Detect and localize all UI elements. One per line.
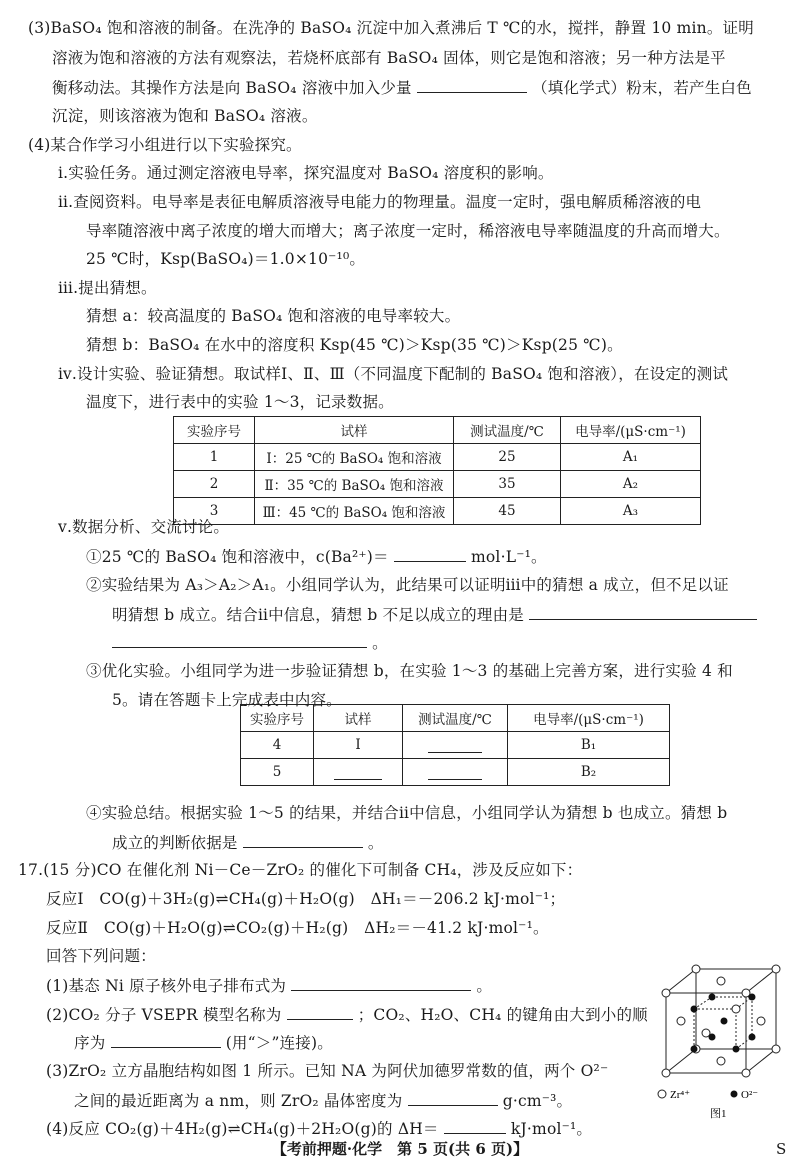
q17-part3-line2 (74, 1090, 572, 1111)
table-cell (314, 759, 403, 786)
page-footer: 【考前押题·化学 第 5 页(共 6 页)】 (271, 1140, 529, 1158)
zr-legend-icon (658, 1090, 666, 1098)
v4-line2 (112, 832, 384, 853)
table-header: 电导率/(μS·cm⁻¹) (561, 417, 701, 444)
q17-part1-text: (1)基态 Ni 原子核外电子排布式为 (46, 977, 287, 995)
q3-line3-suffix: （填化学式）粉末，若产生白色 (532, 79, 752, 97)
v3-line2: 5。请在答题卡上完成表中内容。 (112, 691, 342, 709)
q17-part4 (46, 1118, 592, 1139)
guess-b: 猜想 b：BaSO₄ 在水中的溶度积 Ksp(45 ℃)＞Ksp(35 ℃)＞Ksp(25 ℃)。 (86, 336, 623, 354)
v1-text: ①25 ℃的 BaSO₄ 饱和溶液中，c(Ba²⁺)＝ (86, 548, 389, 566)
q17-part4-text: (4)反应 CO₂(g)＋4H₂(g)⇌CH₄(g)＋2H₂O(g)的 ΔH＝ (46, 1120, 439, 1138)
temp-answer-blank[interactable] (428, 765, 482, 780)
o-legend-label: O²⁻ (741, 1089, 759, 1101)
v2-line2 (112, 604, 757, 625)
q4-step-v: ⅴ.数据分析、交流讨论。 (58, 518, 230, 536)
q3-answer-blank[interactable] (417, 77, 527, 93)
table-cell: 2 (174, 471, 255, 498)
q17-part4-blank[interactable] (444, 1118, 506, 1134)
table-header-row (174, 417, 701, 444)
q17-part3-blank[interactable] (408, 1090, 498, 1106)
q17-part2-line2 (74, 1032, 333, 1053)
guess-a: 猜想 a：较高温度的 BaSO₄ 饱和溶液的电导率较大。 (86, 307, 461, 325)
temp-answer-blank[interactable] (428, 738, 482, 753)
q17-part1-end: 。 (476, 977, 493, 995)
q4-step-iv-line1: ⅳ.设计实验、验证猜想。取试样Ⅰ、Ⅱ、Ⅲ（不同温度下配制的 BaSO₄ 饱和溶液），在设定的测试 (58, 365, 729, 383)
table-header: 试样 (314, 705, 403, 732)
q3-line3-text: 衡移动法。其操作方法是向 BaSO₄ 溶液中加入少量 (52, 79, 412, 97)
q3-line1: (3)BaSO₄ 饱和溶液的制备。在洗净的 BaSO₄ 沉淀中加入煮沸后 T ℃的水，搅拌，静置 10 min。证明 (28, 19, 754, 37)
q17-part2-text: (2)CO₂ 分子 VSEPR 模型名称为 (46, 1006, 282, 1024)
q4-step-iv-line2: 温度下，进行表中的实验 1～3，记录数据。 (86, 393, 394, 411)
q4-step-ii-line3: 25 ℃时，Ksp(BaSO₄)＝1.0×10⁻¹⁰。 (86, 250, 366, 268)
v2-answer-blank[interactable] (529, 604, 757, 620)
v3-line1: ③优化实验。小组同学为进一步验证猜想 b，在实验 1～3 的基础上完善方案，进行实验 4 和 (86, 662, 733, 680)
table-header: 测试温度/℃ (403, 705, 508, 732)
v1-line (86, 546, 547, 567)
reaction-2: 反应Ⅱ CO(g)＋H₂O(g)⇌CO₂(g)＋H₂(g) ΔH₂＝－41.2 kJ·mol⁻¹。 (46, 919, 549, 937)
q17-part3-text: 之间的最近距离为 a nm，则 ZrO₂ 晶体密度为 (74, 1092, 403, 1110)
table-cell (403, 759, 508, 786)
table-row (241, 732, 670, 759)
q3-line2: 溶液为饱和溶液的方法有观察法，若烧杯底部有 BaSO₄ 固体，则它是饱和溶液；另一种方法是平 (52, 49, 726, 67)
q3-line4: 沉淀，则该溶液为饱和 BaSO₄ 溶液。 (52, 107, 318, 125)
table-cell: 35 (454, 471, 561, 498)
q4-step-i: ⅰ.实验任务。通过测定溶液电导率，探究温度对 BaSO₄ 溶度积的影响。 (58, 164, 554, 182)
table-cell: 5 (241, 759, 314, 786)
v4-text: 成立的判断依据是 (112, 834, 238, 852)
reaction-1: 反应Ⅰ CO(g)＋3H₂(g)⇌CH₄(g)＋H₂O(g) ΔH₁＝－206.2 kJ·mol⁻¹； (46, 890, 566, 908)
table-cell: A₁ (561, 444, 701, 471)
table-header: 实验序号 (174, 417, 255, 444)
q17-part2-end: (用“＞”连接)。 (225, 1034, 333, 1052)
table-header: 电导率/(μS·cm⁻¹) (508, 705, 670, 732)
q17-part3-unit: g·cm⁻³。 (502, 1092, 573, 1110)
experiment-table-1 (173, 416, 701, 525)
q4-intro: (4)某合作学习小组进行以下实验探究。 (28, 136, 302, 154)
table-row (241, 759, 670, 786)
v2-line3 (112, 632, 388, 653)
table-cell: A₃ (561, 498, 701, 525)
q17-part2-order: 序为 (74, 1034, 106, 1052)
zro2-unit-cell-figure (652, 963, 797, 1123)
v2-text: 明猜想 b 成立。结合ⅱ中信息，猜想 b 不足以成立的理由是 (112, 606, 524, 624)
q17-part2-mid: ；CO₂、H₂O、CH₄ 的键角由大到小的顺 (357, 1006, 648, 1024)
table-row (174, 498, 701, 525)
q17-title: 17.(15 分)CO 在催化剂 Ni－Ce－ZrO₂ 的催化下可制备 CH₄，涉及反应如下： (18, 861, 583, 879)
footer-mark: S (776, 1140, 787, 1158)
table-cell: 45 (454, 498, 561, 525)
table-row (174, 444, 701, 471)
q4-step-ii-line2: 导率随溶液中离子浓度的增大而增大；离子浓度一定时，稀溶液电导率随温度的升高而增大。 (86, 222, 730, 240)
v2-end: 。 (372, 634, 388, 652)
table-cell: A₂ (561, 471, 701, 498)
q4-step-iii: ⅲ.提出猜想。 (58, 279, 157, 297)
v2-line1: ②实验结果为 A₃＞A₂＞A₁。小组同学认为，此结果可以证明ⅲ中的猜想 a 成立，但不足以证 (86, 576, 729, 594)
table-cell: 3 (174, 498, 255, 525)
figure-caption: 图1 (710, 1108, 727, 1120)
q17-part1 (46, 975, 492, 996)
sample-answer-blank[interactable] (334, 765, 382, 780)
zr-legend-label: Zr⁴⁺ (670, 1089, 691, 1101)
table-row (174, 471, 701, 498)
q3-line3 (52, 77, 752, 98)
o-legend-icon (731, 1091, 738, 1098)
table-cell: Ⅰ (314, 732, 403, 759)
table-cell: 4 (241, 732, 314, 759)
v4-answer-blank[interactable] (243, 832, 363, 848)
v2-answer-blank-cont[interactable] (112, 632, 367, 648)
table-cell: 1 (174, 444, 255, 471)
q17-part2-blank2[interactable] (111, 1032, 221, 1048)
v1-unit: mol·L⁻¹。 (471, 548, 547, 566)
q17-part4-unit: kJ·mol⁻¹。 (510, 1120, 593, 1138)
table-cell: 25 (454, 444, 561, 471)
v4-line1: ④实验总结。根据实验 1～5 的结果，并结合ⅱ中信息，小组同学认为猜想 b 也成立。猜想 b (86, 804, 728, 822)
table-cell: Ⅰ：25 ℃的 BaSO₄ 饱和溶液 (255, 444, 454, 471)
q4-step-ii-line1: ⅱ.查阅资料。电导率是表征电解质溶液导电能力的物理量。温度一定时，强电解质稀溶液的电 (58, 193, 702, 211)
q17-part2-blank1[interactable] (287, 1004, 353, 1020)
table-cell (403, 732, 508, 759)
table-header: 试样 (255, 417, 454, 444)
q17-part1-blank[interactable] (291, 975, 471, 991)
q17-part3-line1: (3)ZrO₂ 立方晶胞结构如图 1 所示。已知 NA 为阿伏加德罗常数的值，两个 O²⁻ (46, 1062, 609, 1080)
q17-ask: 回答下列问题： (46, 947, 156, 965)
table-header: 测试温度/℃ (454, 417, 561, 444)
table-cell: Ⅲ：45 ℃的 BaSO₄ 饱和溶液 (255, 498, 454, 525)
table-cell: Ⅱ：35 ℃的 BaSO₄ 饱和溶液 (255, 471, 454, 498)
table-header: 实验序号 (241, 705, 314, 732)
v4-end: 。 (367, 834, 384, 852)
experiment-table-2 (240, 704, 670, 786)
table-header-row (241, 705, 670, 732)
v1-answer-blank[interactable] (394, 546, 466, 562)
table-cell: B₂ (508, 759, 670, 786)
table-cell: B₁ (508, 732, 670, 759)
q17-part2-line1 (46, 1004, 648, 1025)
